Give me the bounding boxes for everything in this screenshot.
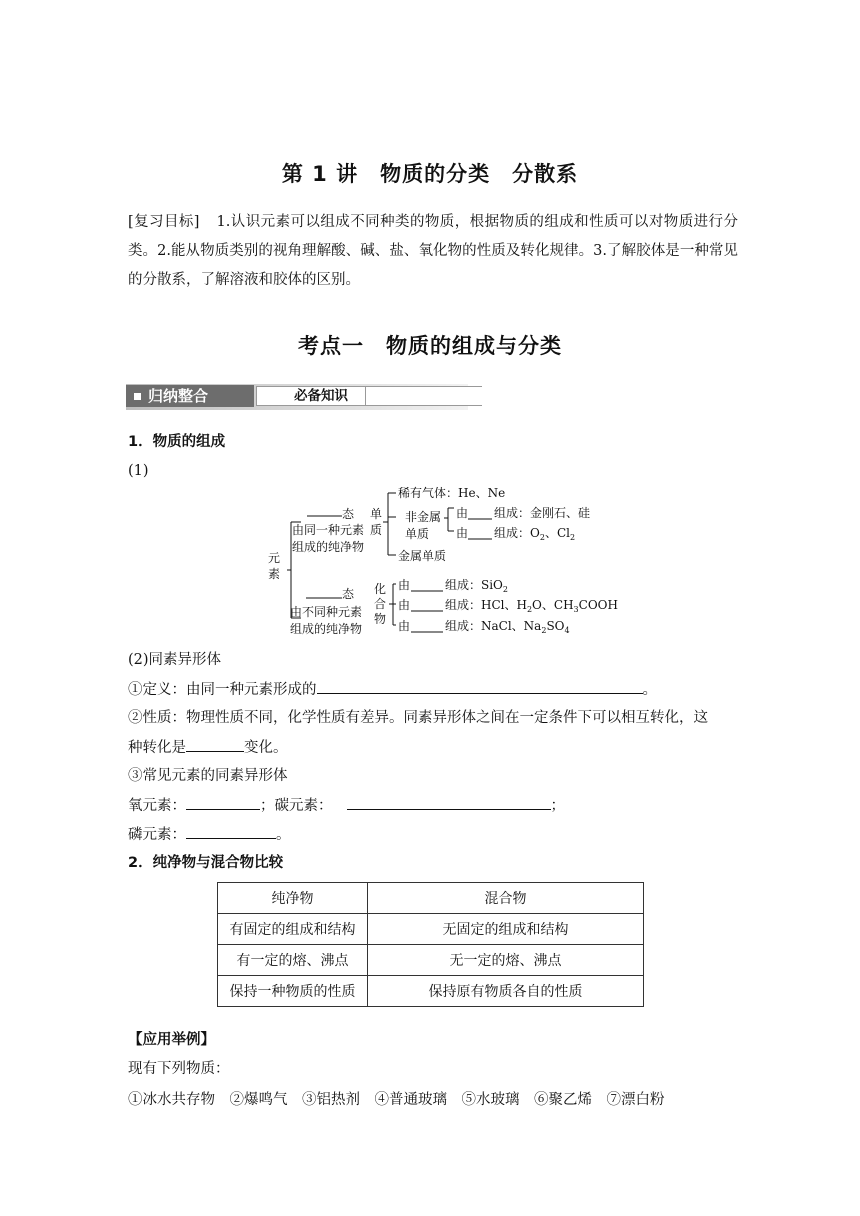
table-cell: 无一定的熔、沸点 xyxy=(368,945,644,976)
table-header-row xyxy=(218,883,644,914)
root-char-1: 元 xyxy=(268,551,281,565)
table-cell: 有一定的熔、沸点 xyxy=(218,945,368,976)
elemental-char-1: 单 xyxy=(370,507,383,521)
pure-vs-mixture-table xyxy=(217,882,644,1007)
change-type-blank xyxy=(186,737,244,752)
allotrope-oxygen-carbon: 氧元素： ；碳元素： ； xyxy=(128,795,565,816)
compound-brace xyxy=(389,584,396,625)
allotrope-common: ③常见元素的同素异形体 xyxy=(128,768,288,784)
compound-char-3: 物 xyxy=(374,612,387,626)
noble-gas-label: 稀有气体：He、Ne xyxy=(398,486,506,500)
table-cell: 无固定的组成和结构 xyxy=(368,914,644,945)
objectives-label: [复习目标] xyxy=(128,214,200,230)
example-heading: 【应用举例】 xyxy=(128,1032,215,1048)
table-header-cell: 纯净物 xyxy=(218,883,368,914)
pure2-line1: 由不同种元素 xyxy=(290,605,363,619)
allotrope-property-line2: 种转化是 变化。 xyxy=(128,737,288,758)
pure1-line1: 由同一种元素 xyxy=(292,523,365,537)
banner-primary xyxy=(126,385,254,407)
allotrope-phosphorus: 磷元素： 。 xyxy=(128,824,291,845)
pure1-line2: 组成的纯净物 xyxy=(292,540,365,554)
section-title: 考点一 物质的组成与分类 xyxy=(298,334,562,358)
phosphorus-blank xyxy=(186,824,276,839)
table-row xyxy=(218,976,644,1007)
nonmetal-line1: 非金属 xyxy=(405,510,442,524)
oxygen-blank xyxy=(186,795,260,810)
banner-primary-label: 归纳整合 xyxy=(148,387,209,405)
allotrope-definition: ①定义：由同一种元素形成的 。 xyxy=(128,679,657,700)
state-label-2: 态 xyxy=(342,587,355,601)
example-items: ①冰水共存物 ②爆鸣气 ③铝热剂 ④普通玻璃 ⑤水玻璃 ⑥聚乙烯 ⑦漂白粉 xyxy=(128,1092,665,1108)
objectives-text: 1.认识元素可以组成不同种类的物质，根据物质的组成和性质可以对物质进行分类。2.能从物质类别的视角理解酸、碱、盐、氧化物的性质及转化规律。3.了解胶体是一种常见的分散系，了解溶液和胶体的区别。 xyxy=(128,214,738,288)
allotrope-property-line1: ②性质：物理性质不同，化学性质有差异。同素异形体之间在一定条件下可以相互转化，这 xyxy=(128,710,708,726)
banner-secondary-label: 必备知识 xyxy=(277,387,366,405)
nm-row2-by: 由 xyxy=(456,526,469,540)
c-row1-text: 组成：SiO$_2$ xyxy=(445,578,508,594)
allotrope-heading: (2)同素异形体 xyxy=(128,652,222,668)
compound-char-1: 化 xyxy=(374,582,387,596)
nm-row1-text: 组成：金刚石、硅 xyxy=(494,506,591,520)
table-cell: 有固定的组成和结构 xyxy=(218,914,368,945)
c-row1-by: 由 xyxy=(398,578,411,592)
item1-heading: 1．物质的组成 xyxy=(128,434,226,450)
item1-sub1: (1) xyxy=(128,463,149,479)
review-objectives xyxy=(128,208,738,295)
banner-secondary-box xyxy=(256,386,482,406)
item2-heading: 2．纯净物与混合物比较 xyxy=(128,855,284,871)
table-cell: 保持原有物质各自的性质 xyxy=(368,976,644,1007)
example-intro: 现有下列物质： xyxy=(128,1061,230,1077)
c-row2-by: 由 xyxy=(398,598,411,612)
compound-char-2: 合 xyxy=(374,597,387,611)
section-banner xyxy=(126,384,468,410)
page-title: 第 1 讲 物质的分类 分散系 xyxy=(281,162,579,186)
state-label-1: 态 xyxy=(342,507,355,521)
c-row3-text: 组成：NaCl、$Na_2SO_4$ xyxy=(445,619,570,635)
nm-row2-text: 组成：$O_2$、$Cl_2$ xyxy=(494,526,576,542)
nm-row1-by: 由 xyxy=(456,506,469,520)
table-row xyxy=(218,945,644,976)
elemental-char-2: 质 xyxy=(370,523,383,537)
c-row2-text: 组成：HCl、$H_2O$、$CH_3COOH$ xyxy=(445,598,618,614)
definition-blank xyxy=(317,679,643,694)
square-bullet-icon xyxy=(134,393,141,400)
element-classification-diagram xyxy=(262,482,618,638)
c-row3-by: 由 xyxy=(398,619,411,633)
carbon-blank xyxy=(347,795,551,810)
table-row xyxy=(218,914,644,945)
pure2-line2: 组成的纯净物 xyxy=(290,622,363,636)
table-header-cell: 混合物 xyxy=(368,883,644,914)
elemental-brace xyxy=(383,493,396,555)
root-char-2: 素 xyxy=(268,567,281,581)
nonmetal-line2: 单质 xyxy=(405,527,430,541)
metal-label: 金属单质 xyxy=(398,549,447,563)
table-cell: 保持一种物质的性质 xyxy=(218,976,368,1007)
nonmetal-brace xyxy=(444,508,454,531)
